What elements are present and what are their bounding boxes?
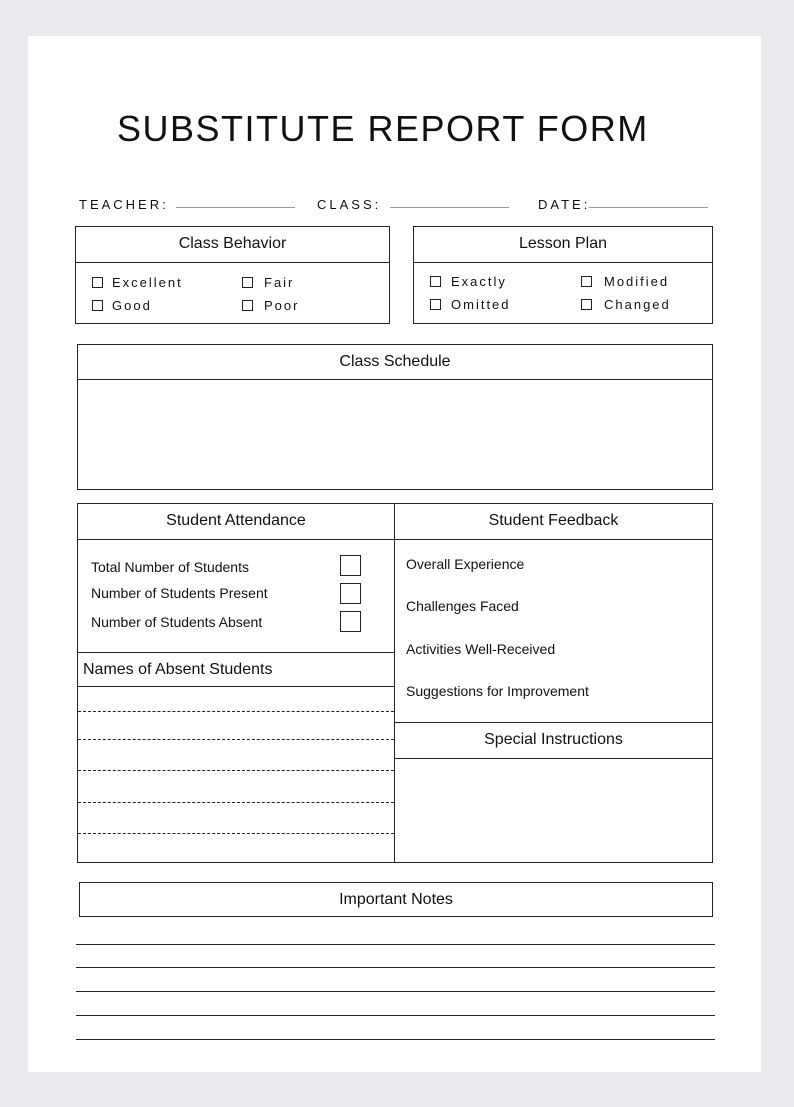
feedback-item: Overall Experience <box>406 556 525 572</box>
class-behavior-title: Class Behavior <box>178 235 287 252</box>
checkbox-changed[interactable] <box>581 299 592 310</box>
special-instructions-area[interactable] <box>395 759 712 862</box>
feedback-column <box>394 503 713 863</box>
absent-name-line[interactable] <box>78 833 394 834</box>
checkbox-fair[interactable] <box>242 277 253 288</box>
attendance-column <box>77 503 395 863</box>
divider <box>414 262 712 263</box>
checkbox-excellent-label: Excellent <box>112 275 183 290</box>
important-notes-header <box>79 882 713 917</box>
teacher-label: TEACHER: <box>79 197 169 212</box>
checkbox-good-label: Good <box>112 298 152 313</box>
checkbox-poor[interactable] <box>242 300 253 311</box>
checkbox-omitted-label: Omitted <box>451 297 511 312</box>
checkbox-exactly-label: Exactly <box>451 274 507 289</box>
absent-name-line[interactable] <box>78 802 394 803</box>
class-field[interactable] <box>390 207 509 208</box>
date-field[interactable] <box>589 207 708 208</box>
total-students-box[interactable] <box>340 555 361 576</box>
student-attendance-title: Student Attendance <box>166 512 306 529</box>
absent-name-line[interactable] <box>78 739 394 740</box>
students-present-box[interactable] <box>340 583 361 604</box>
date-label: DATE: <box>538 197 591 212</box>
note-line[interactable] <box>76 991 715 992</box>
class-schedule-box <box>77 344 713 490</box>
checkbox-poor-label: Poor <box>264 298 300 313</box>
feedback-item: Challenges Faced <box>406 598 519 614</box>
class-schedule-title: Class Schedule <box>339 353 451 370</box>
divider <box>395 539 712 540</box>
checkbox-changed-label: Changed <box>604 297 671 312</box>
important-notes-title: Important Notes <box>339 891 453 908</box>
checkbox-modified-label: Modified <box>604 274 670 289</box>
checkbox-omitted[interactable] <box>430 299 441 310</box>
divider <box>78 652 394 653</box>
divider <box>76 262 389 263</box>
student-feedback-title: Student Feedback <box>488 512 619 529</box>
divider <box>78 686 394 687</box>
note-line[interactable] <box>76 967 715 968</box>
class-label: CLASS: <box>317 197 382 212</box>
teacher-field[interactable] <box>176 207 295 208</box>
divider <box>395 722 712 723</box>
divider <box>78 539 394 540</box>
feedback-item: Suggestions for Improvement <box>406 683 589 699</box>
checkbox-modified[interactable] <box>581 276 592 287</box>
lesson-plan-title: Lesson Plan <box>518 235 608 252</box>
class-behavior-box <box>75 226 390 324</box>
class-schedule-area[interactable] <box>78 380 712 489</box>
checkbox-good[interactable] <box>92 300 103 311</box>
total-students-label: Total Number of Students <box>91 559 249 575</box>
feedback-item: Activities Well-Received <box>406 641 556 657</box>
special-instructions-title: Special Instructions <box>484 731 623 748</box>
checkbox-exactly[interactable] <box>430 276 441 287</box>
checkbox-fair-label: Fair <box>264 275 295 290</box>
lesson-plan-box <box>413 226 713 324</box>
checkbox-excellent[interactable] <box>92 277 103 288</box>
absent-name-line[interactable] <box>78 770 394 771</box>
students-present-label: Number of Students Present <box>91 585 268 601</box>
absent-students-title: Names of Absent Students <box>83 661 273 678</box>
note-line[interactable] <box>76 944 715 945</box>
students-absent-box[interactable] <box>340 611 361 632</box>
students-absent-label: Number of Students Absent <box>91 614 263 630</box>
page-title: SUBSTITUTE REPORT FORM <box>117 108 649 149</box>
note-line[interactable] <box>76 1015 715 1016</box>
absent-name-line[interactable] <box>78 711 394 712</box>
note-line[interactable] <box>76 1039 715 1040</box>
